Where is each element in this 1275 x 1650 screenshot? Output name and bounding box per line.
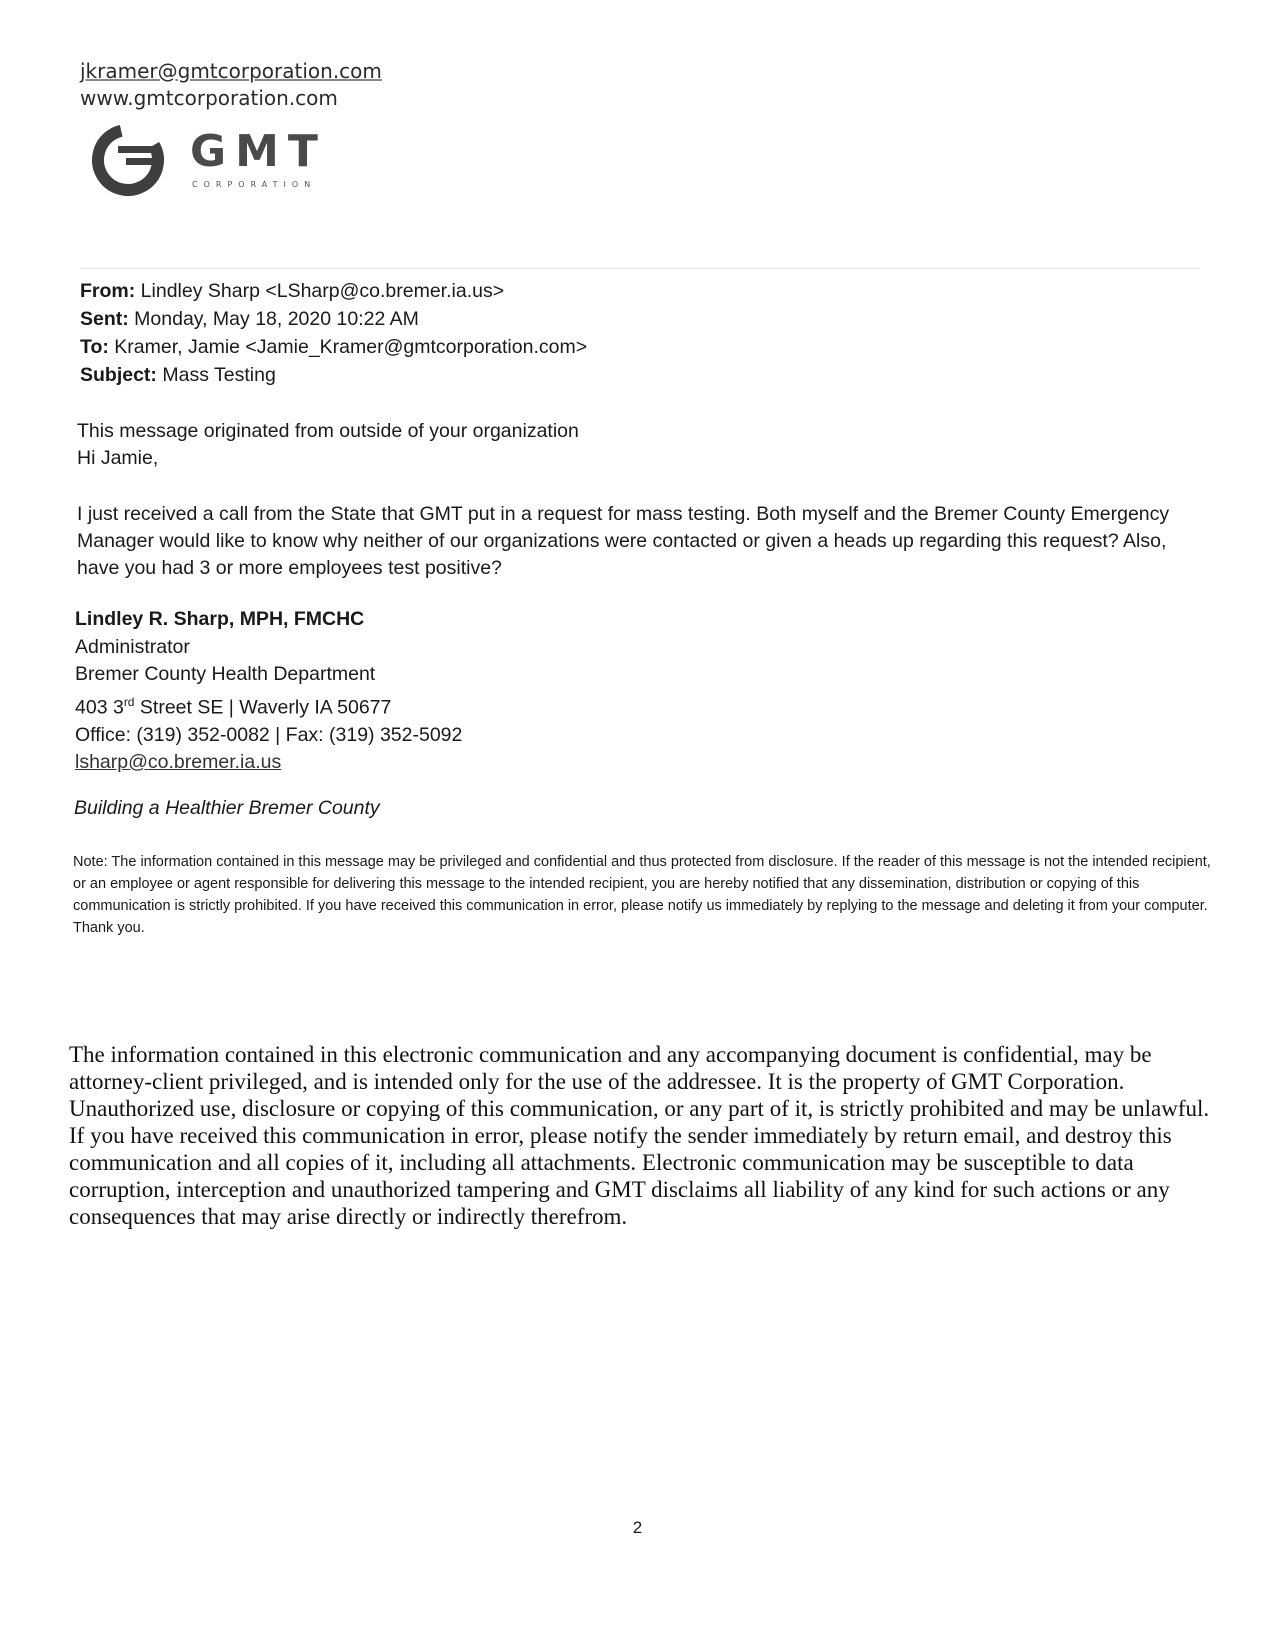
sender-contact (80, 58, 382, 112)
confidentiality-note: Note: The information contained in this message may be privileged and confidential and thus protected from disclosure. If the reader of this message is not the intended recipient, or an employee or agent responsible for delivering this message to the intended recipient, you are hereby notified that any dissemination, distribution or copying of this communication is strictly prohibited. If you have received this communication in error, please notify us immediately by replying to the message and deleting it from your computer. Thank you. (73, 854, 1211, 936)
to-label: To: (80, 336, 109, 358)
logo-wordmark: GMT (190, 126, 327, 177)
signature-phone: Office: (319) 352-0082 | Fax: (319) 352-5092 (75, 723, 463, 746)
subject-label: Subject: (80, 364, 157, 386)
signature-tagline: Building a Healthier Bremer County (74, 797, 380, 819)
logo-subtitle: CORPORATION (192, 180, 317, 189)
sent-label: Sent: (80, 308, 129, 330)
signature-name: Lindley R. Sharp, MPH, FMCHC (75, 608, 365, 630)
signature-email-link[interactable]: lsharp@co.bremer.ia.us (75, 751, 282, 773)
to-row (80, 333, 587, 361)
address-rest: Street SE | Waverly IA 50677 (134, 696, 392, 718)
greeting: Hi Jamie, (77, 447, 159, 469)
address-suffix: rd (123, 694, 135, 709)
signature-address (75, 689, 462, 722)
subject-value: Mass Testing (162, 364, 276, 386)
sent-row (80, 305, 587, 333)
sent-value: Monday, May 18, 2020 10:22 AM (134, 308, 419, 330)
header-divider (80, 268, 1200, 269)
sender-website[interactable]: www.gmtcorporation.com (80, 86, 338, 110)
subject-row (80, 361, 587, 389)
legal-disclaimer: The information contained in this electronic communication and any accompanying document is confidential, may be attorney-client privileged, and is intended only for the use of the addressee. It is the property of GMT Corporation. Unauthorized use, disclosure or copying of this communication, or any part of it, is strictly prohibited and may be unlawful. If you have received this communication in error, please notify the sender immediately by return email, and destroy this communication and all copies of it, including all attachments. Electronic communication may be susceptible to data corruption, interception and unauthorized tampering and GMT disclaims all liability of any kind for such actions or any consequences that may arise directly or indirectly therefrom. (69, 1042, 1210, 1229)
from-row (80, 277, 587, 305)
sender-email-link[interactable]: jkramer@gmtcorporation.com (80, 59, 382, 83)
signature-org: Bremer County Health Department (75, 663, 376, 685)
to-value: Kramer, Jamie <Jamie_Kramer@gmtcorporation.com> (114, 336, 588, 358)
external-notice: This message originated from outside of your organization (77, 420, 579, 442)
page-number: 2 (632, 1518, 643, 1537)
message-paragraph: I just received a call from the State that GMT put in a request for mass testing. Both myself and the Bremer County Emergency Manager would like to know why neither of our organizations were contacted or given a heads up regarding this request? Also, have you had 3 or more employees test positive? (77, 503, 1170, 579)
from-label: From: (80, 280, 136, 302)
signature-block (75, 606, 462, 777)
email-header (80, 277, 587, 389)
address-number: 403 3 (75, 696, 124, 718)
from-value: Lindley Sharp <LSharp@co.bremer.ia.us> (140, 280, 505, 302)
signature-title: Administrator (75, 635, 190, 658)
